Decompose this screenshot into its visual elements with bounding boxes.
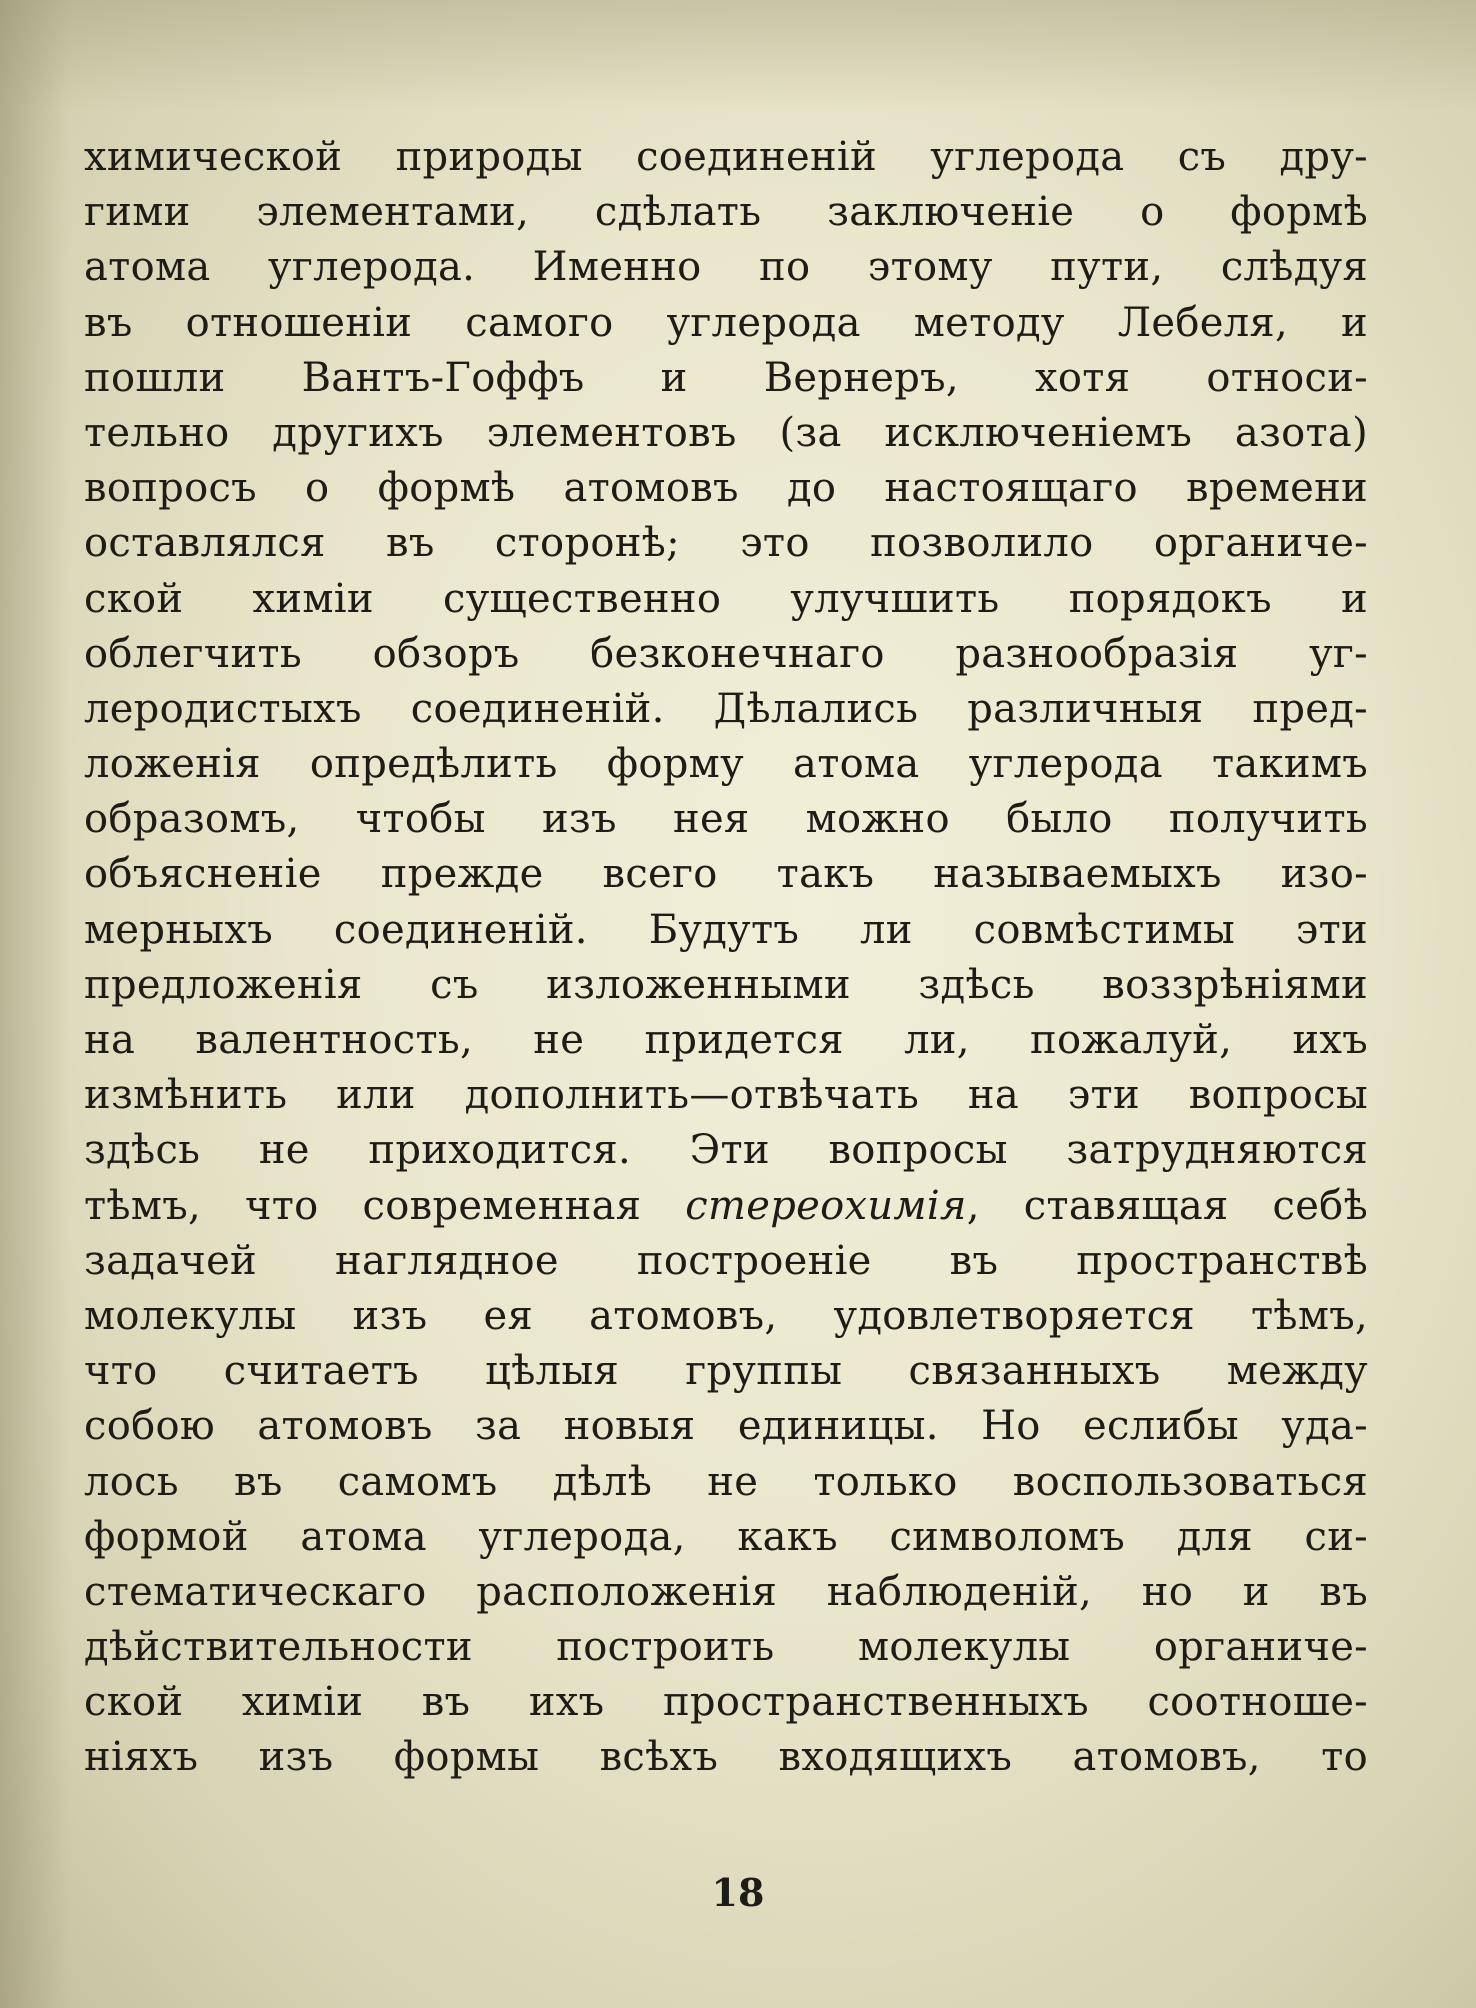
text-line: здѣсь не приходится. Эти вопросы затрудняются [84, 1127, 1368, 1174]
page-number: 18 [711, 1870, 765, 1915]
text-line: дѣйствительности построить молекулы органиче- [84, 1624, 1368, 1671]
text-line: пошли Вантъ-Гоффъ и Вернеръ, хотя относи- [84, 354, 1368, 401]
text-line: измѣнить или дополнить—отвѣчать на эти вопросы [84, 1072, 1368, 1119]
line-text-after: , ставящая себѣ [966, 1182, 1368, 1229]
text-line: стематическаго расположенія наблюденій, но и въ [84, 1568, 1368, 1615]
text-line: образомъ, чтобы изъ нея можно было получить [84, 796, 1368, 843]
text-line: атома углерода. Именно по этому пути, слѣдуя [84, 244, 1368, 291]
text-line: молекулы изъ ея атомовъ, удовлетворяется тѣмъ, [84, 1292, 1368, 1339]
text-line: объясненіе прежде всего такъ называемыхъ изо- [84, 851, 1368, 898]
text-line: тельно другихъ элементовъ (за исключеніемъ азота) [84, 409, 1368, 456]
text-line: лось въ самомъ дѣлѣ не только воспользоваться [84, 1458, 1368, 1505]
text-line: что считаетъ цѣлыя группы связанныхъ между [84, 1348, 1368, 1395]
text-line: мерныхъ соединеній. Будутъ ли совмѣстимы эти [84, 906, 1368, 953]
text-line: вопросъ о формѣ атомовъ до настоящаго времени [84, 465, 1368, 512]
text-line: ской химіи существенно улучшить порядокъ и [84, 575, 1368, 622]
text-line: гими элементами, сдѣлать заключеніе о формѣ [84, 189, 1368, 236]
text-line: леродистыхъ соединеній. Дѣлались различныя пред- [84, 685, 1368, 732]
text-line: ложенія опредѣлить форму атома углерода такимъ [84, 741, 1368, 788]
text-line: собою атомовъ за новыя единицы. Но еслибы уда- [84, 1403, 1368, 1450]
text-line: формой атома углерода, какъ символомъ для си- [84, 1513, 1368, 1560]
body-text [84, 130, 1368, 1786]
text-line: ской химіи въ ихъ пространственныхъ соотноше- [84, 1679, 1368, 1726]
italic-term: стереохимія [685, 1182, 967, 1229]
text-line-with-italic [84, 1179, 1368, 1234]
text-line: ніяхъ изъ формы всѣхъ входящихъ атомовъ, то [84, 1734, 1368, 1781]
text-line: въ отношеніи самого углерода методу Лебеля, и [84, 299, 1368, 346]
line-text-before: тѣмъ, что современная [84, 1182, 686, 1229]
text-line: оставлялся въ сторонѣ; это позволило органиче- [84, 520, 1368, 567]
text-line: на валентность, не придется ли, пожалуй, ихъ [84, 1017, 1368, 1063]
text-line: облегчить обзоръ безконечнаго разнообразія уг- [84, 630, 1368, 677]
text-line: задачей наглядное построеніе въ пространствѣ [84, 1237, 1368, 1284]
text-line: химической природы соединеній углерода съ дру- [84, 134, 1368, 180]
text-line: предложенія съ изложенными здѣсь воззрѣніями [84, 961, 1368, 1008]
